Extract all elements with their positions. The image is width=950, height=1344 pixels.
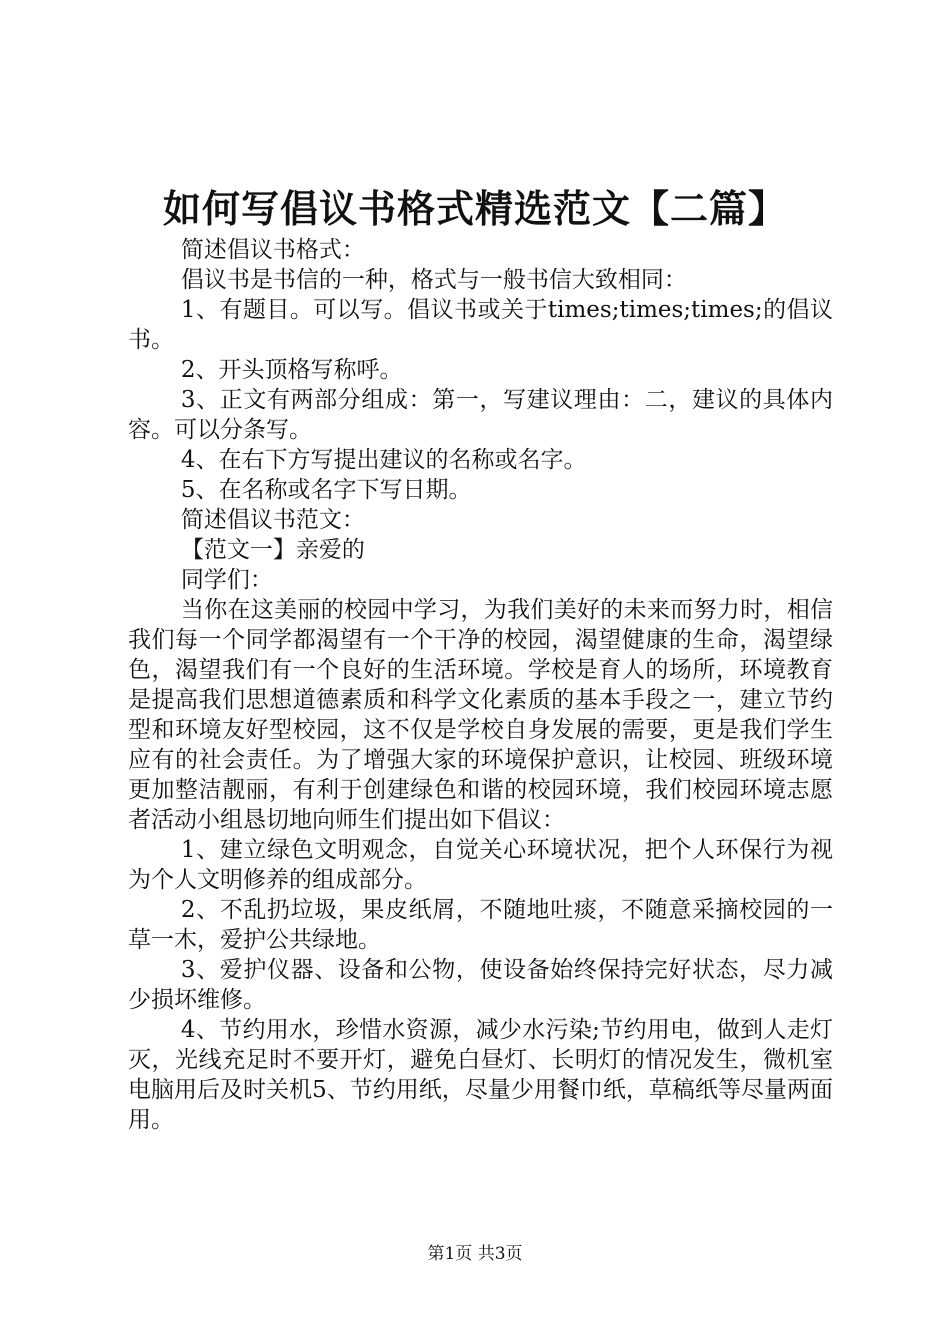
paragraph: 3、正文有两部分组成：第一，写建议理由：二，建议的具体内容。可以分条写。 [128, 387, 833, 443]
paragraph: 4、节约用水，珍惜水资源，减少水污染;节约用电，做到人走灯灭，光线充足时不要开灯，避免白昼灯、长明灯的情况发生，微机室电脑用后及时关机5、节约用纸，尽量少用餐巾纸，草稿纸等尽量两面用。 [128, 1017, 833, 1133]
paragraph: 简述倡议书格式： [180, 237, 365, 263]
paragraph: 2、不乱扔垃圾，果皮纸屑，不随地吐痰，不随意采摘校园的一草一木，爱护公共绿地。 [128, 897, 833, 953]
paragraph: 2、开头顶格写称呼。 [180, 357, 403, 383]
paragraph: 3、爱护仪器、设备和公物，使设备始终保持完好状态，尽力减少损坏维修。 [128, 957, 833, 1013]
page-number-footer: 第1页 共3页 [427, 1244, 523, 1264]
paragraph: 【范文一】亲爱的 [180, 537, 365, 563]
paragraph: 当你在这美丽的校园中学习，为我们美好的未来而努力时，相信我们每一个同学都渴望有一个干净的校园，渴望健康的生命，渴望绿色，渴望我们有一个良好的生活环境。学校是育人的场所，环境教育是提高我们思想道德素质和科学文化素质的基本手段之一，建立节约型和环境友好型校园，这不仅是学校自身发展的需要，更是我们学生应有的社会责任。为了增强大家的环境保护意识，让校园、班级环境更加整洁靓丽，有利于创建绿色和谐的校园环境，我们校园环境志愿者活动小组恳切地向师生们提出如下倡议： [128, 597, 833, 833]
paragraph: 1、建立绿色文明观念，自觉关心环境状况，把个人环保行为视为个人文明修养的组成部分。 [128, 837, 833, 893]
paragraph: 同学们： [180, 567, 273, 593]
paragraph: 简述倡议书范文： [180, 507, 365, 533]
paragraph: 4、在右下方写提出建议的名称或名字。 [180, 447, 587, 473]
paragraph: 5、在名称或名字下写日期。 [180, 477, 472, 503]
document-title: 如何写倡议书格式精选范文【二篇】 [162, 186, 787, 231]
document-body [128, 235, 833, 1135]
paragraph: 倡议书是书信的一种，格式与一般书信大致相同： [180, 267, 687, 293]
paragraph: 1、有题目。可以写。倡议书或关于times;times;times;的倡议书。 [128, 297, 833, 353]
